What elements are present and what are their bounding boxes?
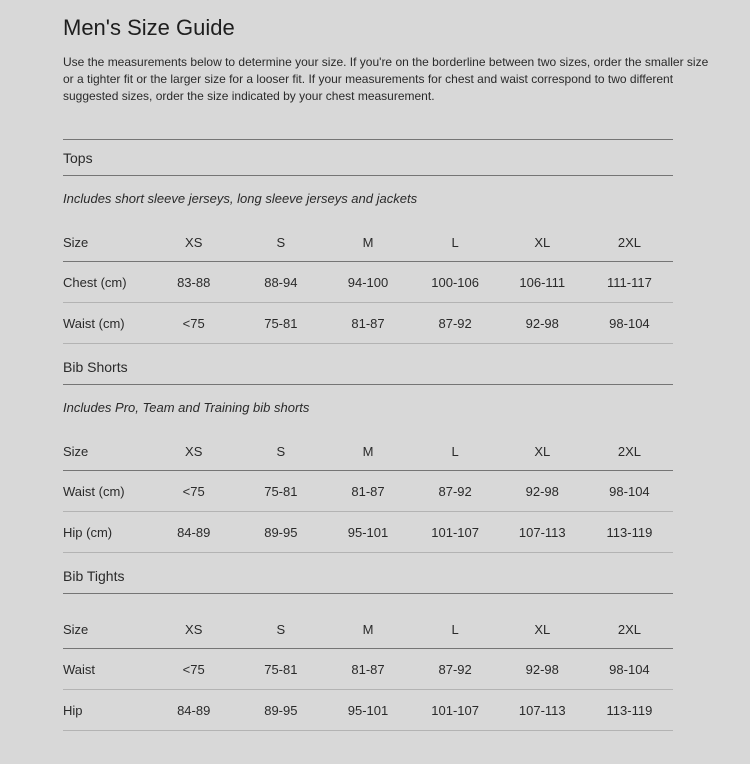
column-header: M bbox=[324, 430, 411, 471]
table-header-row bbox=[63, 430, 673, 471]
size-value: 89-95 bbox=[237, 690, 324, 731]
intro-line: or a tighter fit or the larger size for a looser fit. If your measurements for chest and waist correspond to two different bbox=[63, 72, 674, 86]
row-label: Waist (cm) bbox=[63, 471, 150, 512]
column-header: XL bbox=[499, 608, 586, 649]
size-value: 84-89 bbox=[150, 690, 237, 731]
column-header: Size bbox=[63, 221, 150, 262]
size-section bbox=[63, 139, 673, 344]
column-header: L bbox=[412, 430, 499, 471]
intro-line: suggested sizes, order the size indicated by your chest measurement. bbox=[63, 89, 435, 103]
row-label: Chest (cm) bbox=[63, 262, 150, 303]
size-value: 75-81 bbox=[237, 649, 324, 690]
size-value: <75 bbox=[150, 471, 237, 512]
column-header: Size bbox=[63, 430, 150, 471]
column-header: M bbox=[324, 221, 411, 262]
intro-line: Use the measurements below to determine your size. If you're on the borderline between two sizes, order the smaller size bbox=[63, 55, 709, 69]
size-value: 88-94 bbox=[237, 262, 324, 303]
column-header: M bbox=[324, 608, 411, 649]
size-section bbox=[63, 553, 673, 731]
size-value: 83-88 bbox=[150, 262, 237, 303]
size-value: 75-81 bbox=[237, 303, 324, 344]
size-value: 113-119 bbox=[586, 690, 673, 731]
page-title: Men's Size Guide bbox=[63, 15, 235, 40]
size-value: <75 bbox=[150, 303, 237, 344]
section-heading-bib-shorts: Bib Shorts bbox=[63, 344, 673, 385]
size-value: 92-98 bbox=[499, 471, 586, 512]
column-header: XL bbox=[499, 221, 586, 262]
table-row bbox=[63, 471, 673, 512]
table-header-row bbox=[63, 608, 673, 649]
column-header: XS bbox=[150, 221, 237, 262]
size-value: 113-119 bbox=[586, 512, 673, 553]
size-value: 100-106 bbox=[412, 262, 499, 303]
table-row bbox=[63, 512, 673, 553]
column-header: XS bbox=[150, 608, 237, 649]
size-section bbox=[63, 344, 673, 553]
size-value: 101-107 bbox=[412, 690, 499, 731]
size-value: 81-87 bbox=[324, 649, 411, 690]
size-value: 95-101 bbox=[324, 690, 411, 731]
size-value: 98-104 bbox=[586, 649, 673, 690]
size-value: 106-111 bbox=[499, 262, 586, 303]
table-row bbox=[63, 690, 673, 731]
column-header: S bbox=[237, 221, 324, 262]
size-value: 107-113 bbox=[499, 690, 586, 731]
column-header: XS bbox=[150, 430, 237, 471]
size-value: 94-100 bbox=[324, 262, 411, 303]
size-value: 111-117 bbox=[586, 262, 673, 303]
row-label: Hip bbox=[63, 690, 150, 731]
column-header: 2XL bbox=[586, 430, 673, 471]
row-label: Hip (cm) bbox=[63, 512, 150, 553]
size-value: 101-107 bbox=[412, 512, 499, 553]
size-value: 84-89 bbox=[150, 512, 237, 553]
column-header: L bbox=[412, 221, 499, 262]
column-header: 2XL bbox=[586, 221, 673, 262]
size-value: 98-104 bbox=[586, 471, 673, 512]
column-header: S bbox=[237, 608, 324, 649]
table-header-row bbox=[63, 221, 673, 262]
size-table bbox=[63, 221, 673, 344]
column-header: Size bbox=[63, 608, 150, 649]
section-heading-bib-tights: Bib Tights bbox=[63, 553, 673, 594]
column-header: L bbox=[412, 608, 499, 649]
size-value: 95-101 bbox=[324, 512, 411, 553]
row-label: Waist bbox=[63, 649, 150, 690]
size-value: 92-98 bbox=[499, 649, 586, 690]
size-sections bbox=[63, 139, 673, 731]
section-note: Includes Pro, Team and Training bib shorts bbox=[63, 400, 310, 415]
column-header: XL bbox=[499, 430, 586, 471]
size-guide-panel bbox=[63, 14, 709, 731]
row-label: Waist (cm) bbox=[63, 303, 150, 344]
size-table bbox=[63, 608, 673, 731]
column-header: 2XL bbox=[586, 608, 673, 649]
size-value: 98-104 bbox=[586, 303, 673, 344]
size-value: 87-92 bbox=[412, 649, 499, 690]
size-value: <75 bbox=[150, 649, 237, 690]
size-value: 75-81 bbox=[237, 471, 324, 512]
column-header: S bbox=[237, 430, 324, 471]
table-row bbox=[63, 303, 673, 344]
size-value: 87-92 bbox=[412, 471, 499, 512]
section-note: Includes short sleeve jerseys, long sleeve jerseys and jackets bbox=[63, 191, 418, 206]
intro-paragraph bbox=[63, 54, 709, 105]
table-row bbox=[63, 262, 673, 303]
section-heading-tops: Tops bbox=[63, 139, 673, 176]
table-row bbox=[63, 649, 673, 690]
size-value: 87-92 bbox=[412, 303, 499, 344]
size-value: 89-95 bbox=[237, 512, 324, 553]
size-table bbox=[63, 430, 673, 553]
size-value: 81-87 bbox=[324, 471, 411, 512]
size-value: 81-87 bbox=[324, 303, 411, 344]
size-value: 92-98 bbox=[499, 303, 586, 344]
size-value: 107-113 bbox=[499, 512, 586, 553]
